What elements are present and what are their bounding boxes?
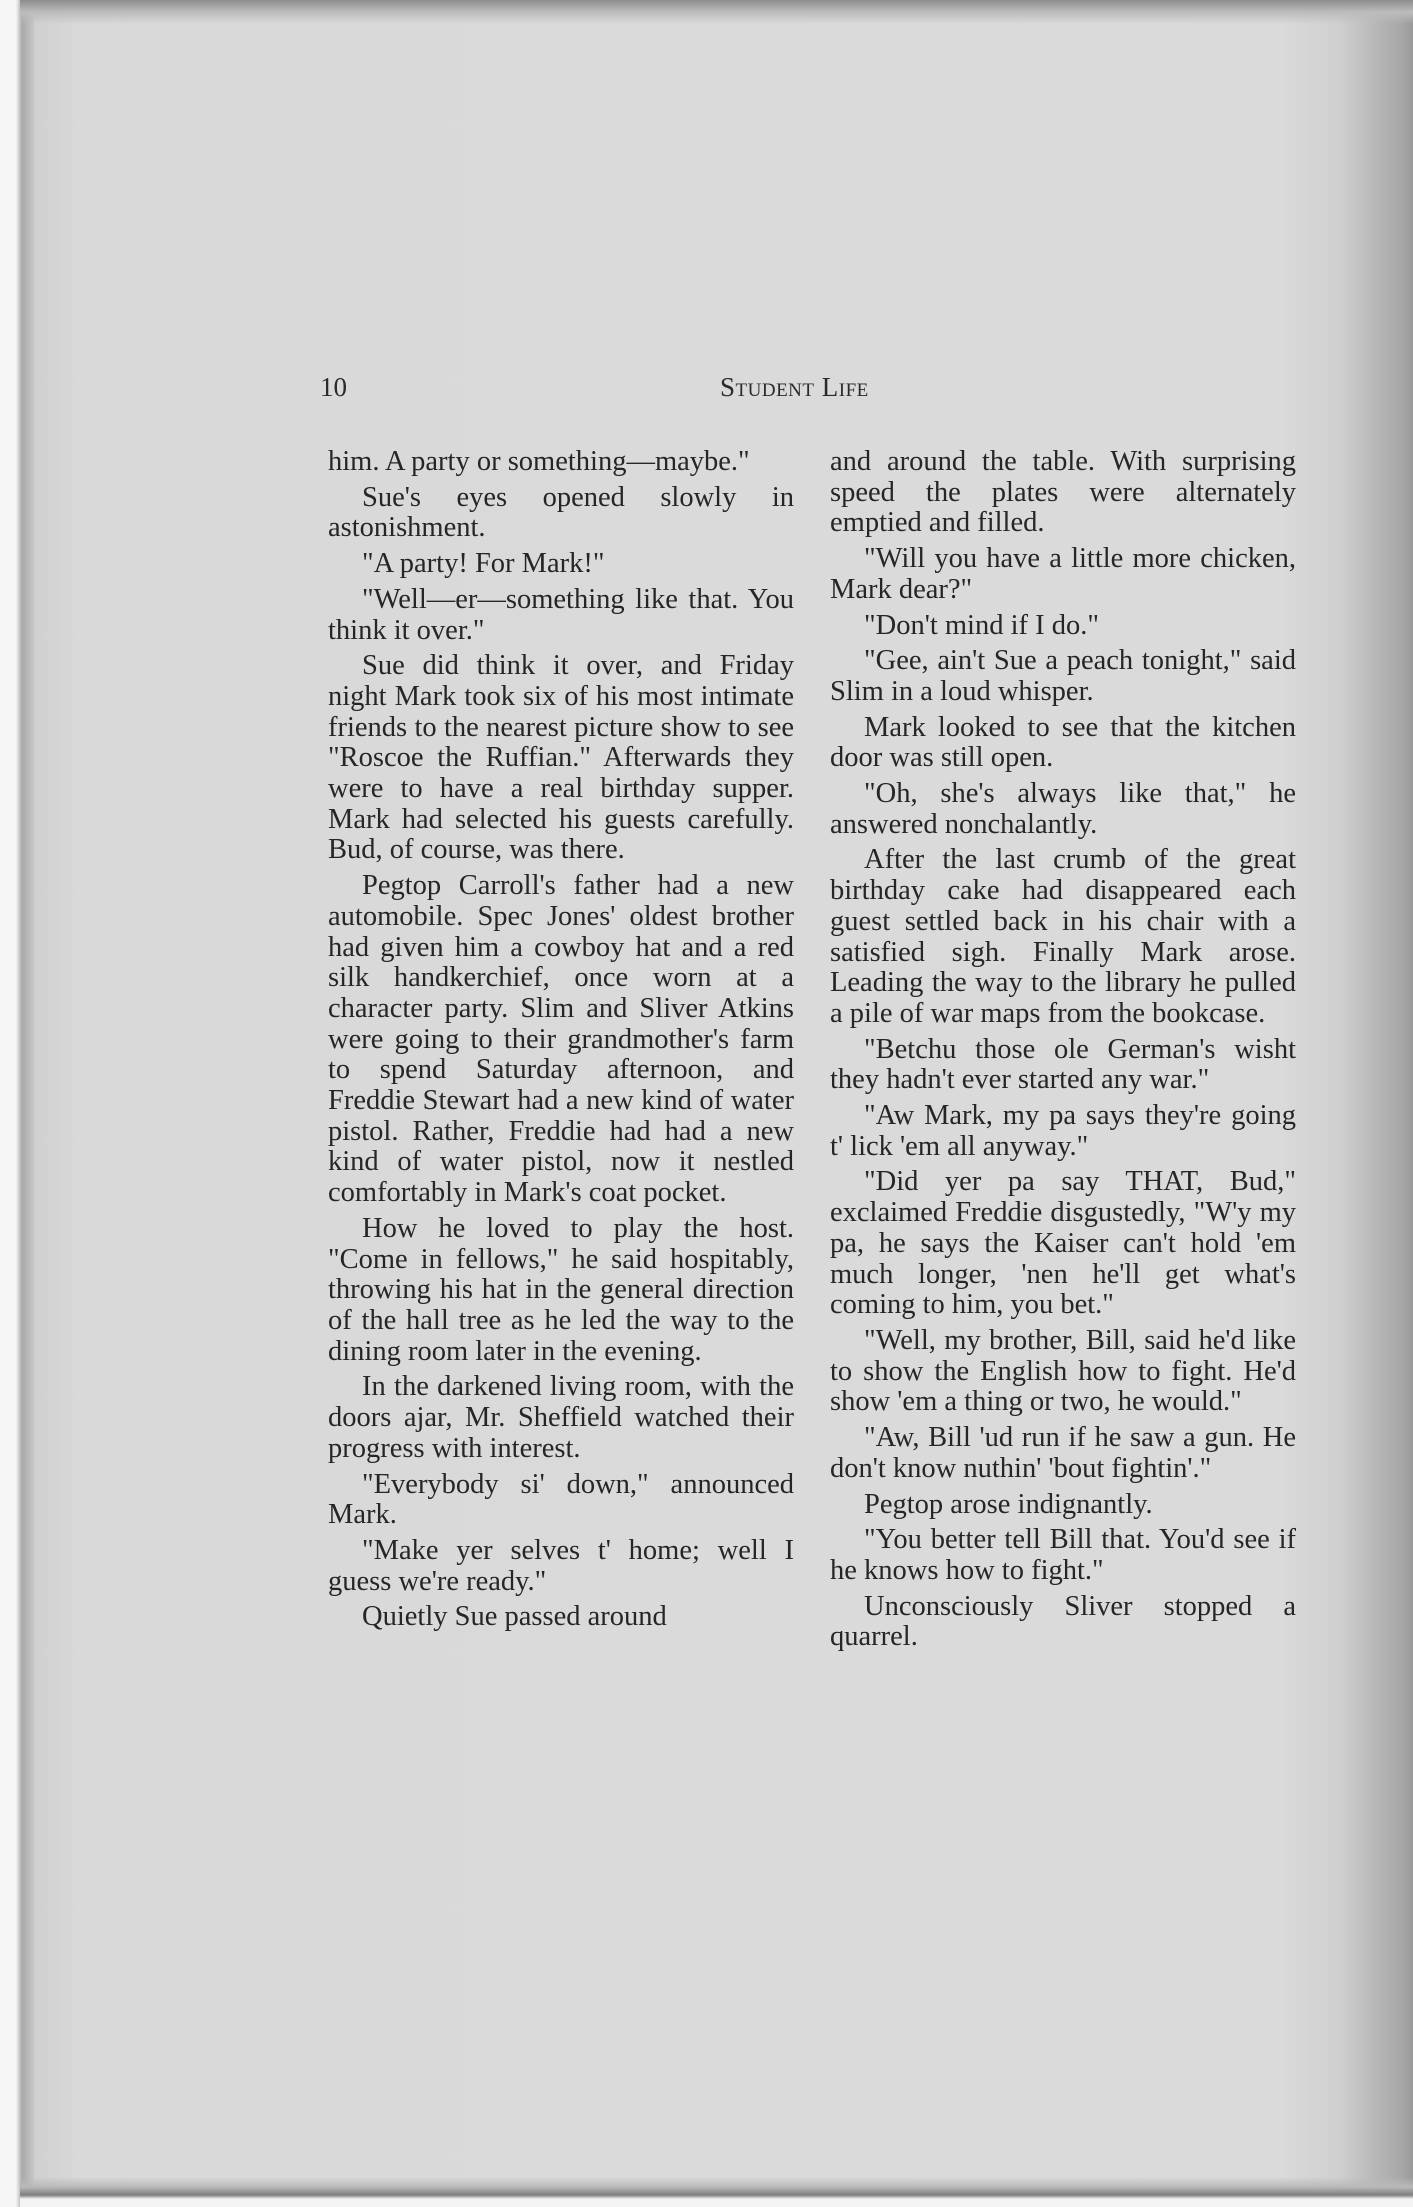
paragraph: "Will you have a little more chicken, Mark dear?" <box>830 543 1296 605</box>
left-column <box>328 447 794 1638</box>
paragraph: "Well—er—something like that. You think it over." <box>328 583 794 646</box>
paragraph: him. A party or something—maybe." <box>328 446 750 477</box>
paragraph: "Did yer pa say THAT, Bud," exclaimed Freddie disgustedly, "W'y my pa, he says the Kaiser can't hold 'em much longer, 'nen he'll get what's coming to him, you bet." <box>830 1166 1296 1321</box>
paragraph: After the last crumb of the great birthday cake had disappeared each guest settled back in his chair with a satisfied sigh. Finally Mark arose. Leading the way to the library he pulled a pile of war maps from the bookcase. <box>830 844 1296 1029</box>
right-column <box>830 447 1296 1658</box>
paragraph: "You better tell Bill that. You'd see if he knows how to fight." <box>830 1524 1296 1586</box>
paragraph: Sue's eyes opened slowly in astonishment. <box>328 481 794 544</box>
page-bottom-edge-shadow <box>20 2177 1413 2207</box>
paragraph: Unconsciously Sliver stopped a quarrel. <box>830 1590 1296 1653</box>
journal-title: Student Life <box>720 372 869 402</box>
paragraph: "Aw Mark, my pa says they're going t' lick 'em all anyway." <box>830 1100 1296 1162</box>
page-left-edge-shadow <box>0 0 34 2207</box>
paragraph: "Betchu those ole German's wisht they hadn't ever started any war." <box>830 1033 1296 1096</box>
paragraph: In the darkened living room, with the doors ajar, Mr. Sheffield watched their progress with interest. <box>328 1371 794 1464</box>
paragraph: Pegtop arose indignantly. <box>864 1488 1153 1520</box>
paragraph: "A party! For Mark!" <box>362 548 605 580</box>
paragraph: "Aw, Bill 'ud run if he saw a gun. He don't know nuthin' 'bout fightin'." <box>830 1422 1296 1484</box>
running-head <box>320 372 1300 416</box>
paragraph: "Well, my brother, Bill, said he'd like to show the English how to fight. He'd show 'em a thing or two, he would." <box>830 1324 1296 1418</box>
page-number: 10 <box>320 372 347 402</box>
paragraph: "Gee, ain't Sue a peach tonight," said Slim in a loud whisper. <box>830 645 1296 707</box>
paragraph: "Don't mind if I do." <box>864 609 1100 641</box>
paragraph: Quietly Sue passed around <box>362 1601 667 1633</box>
paragraph: "Make yer selves t' home; well I guess we're ready." <box>328 1534 794 1597</box>
paragraph: and around the table. With surprising speed the plates were alternately emptied and filled. <box>830 446 1296 539</box>
paragraph: How he loved to play the host. "Come in fellows," he said hospitably, throwing his hat in the general direction of the hall tree as he led the way to the dining room later in the evening. <box>328 1212 794 1367</box>
paragraph: Mark looked to see that the kitchen door was still open. <box>830 711 1296 774</box>
page-top-edge-shadow <box>20 0 1413 24</box>
paragraph: Pegtop Carroll's father had a new automobile. Spec Jones' oldest brother had given him a cowboy hat and a red silk handkerchief, once worn at a character party. Slim and Sliver Atkins were going to their grandmother's farm to spend Saturday afternoon, and Freddie Stewart had a new kind of water pistol. Rather, Freddie had had a new kind of water pistol, now it nestled comfortably in Mark's coat pocket. <box>328 870 794 1209</box>
paragraph: "Everybody si' down," announced Mark. <box>328 1468 794 1531</box>
paragraph: Sue did think it over, and Friday night Mark took six of his most intimate friends to the nearest picture show to see "Roscoe the Ruffian." Afterwards they were to have a real birthday supper. Mark had selected his guests carefully. Bud, of course, was there. <box>328 650 794 866</box>
paragraph: "Oh, she's always like that," he answered nonchalantly. <box>830 778 1296 840</box>
